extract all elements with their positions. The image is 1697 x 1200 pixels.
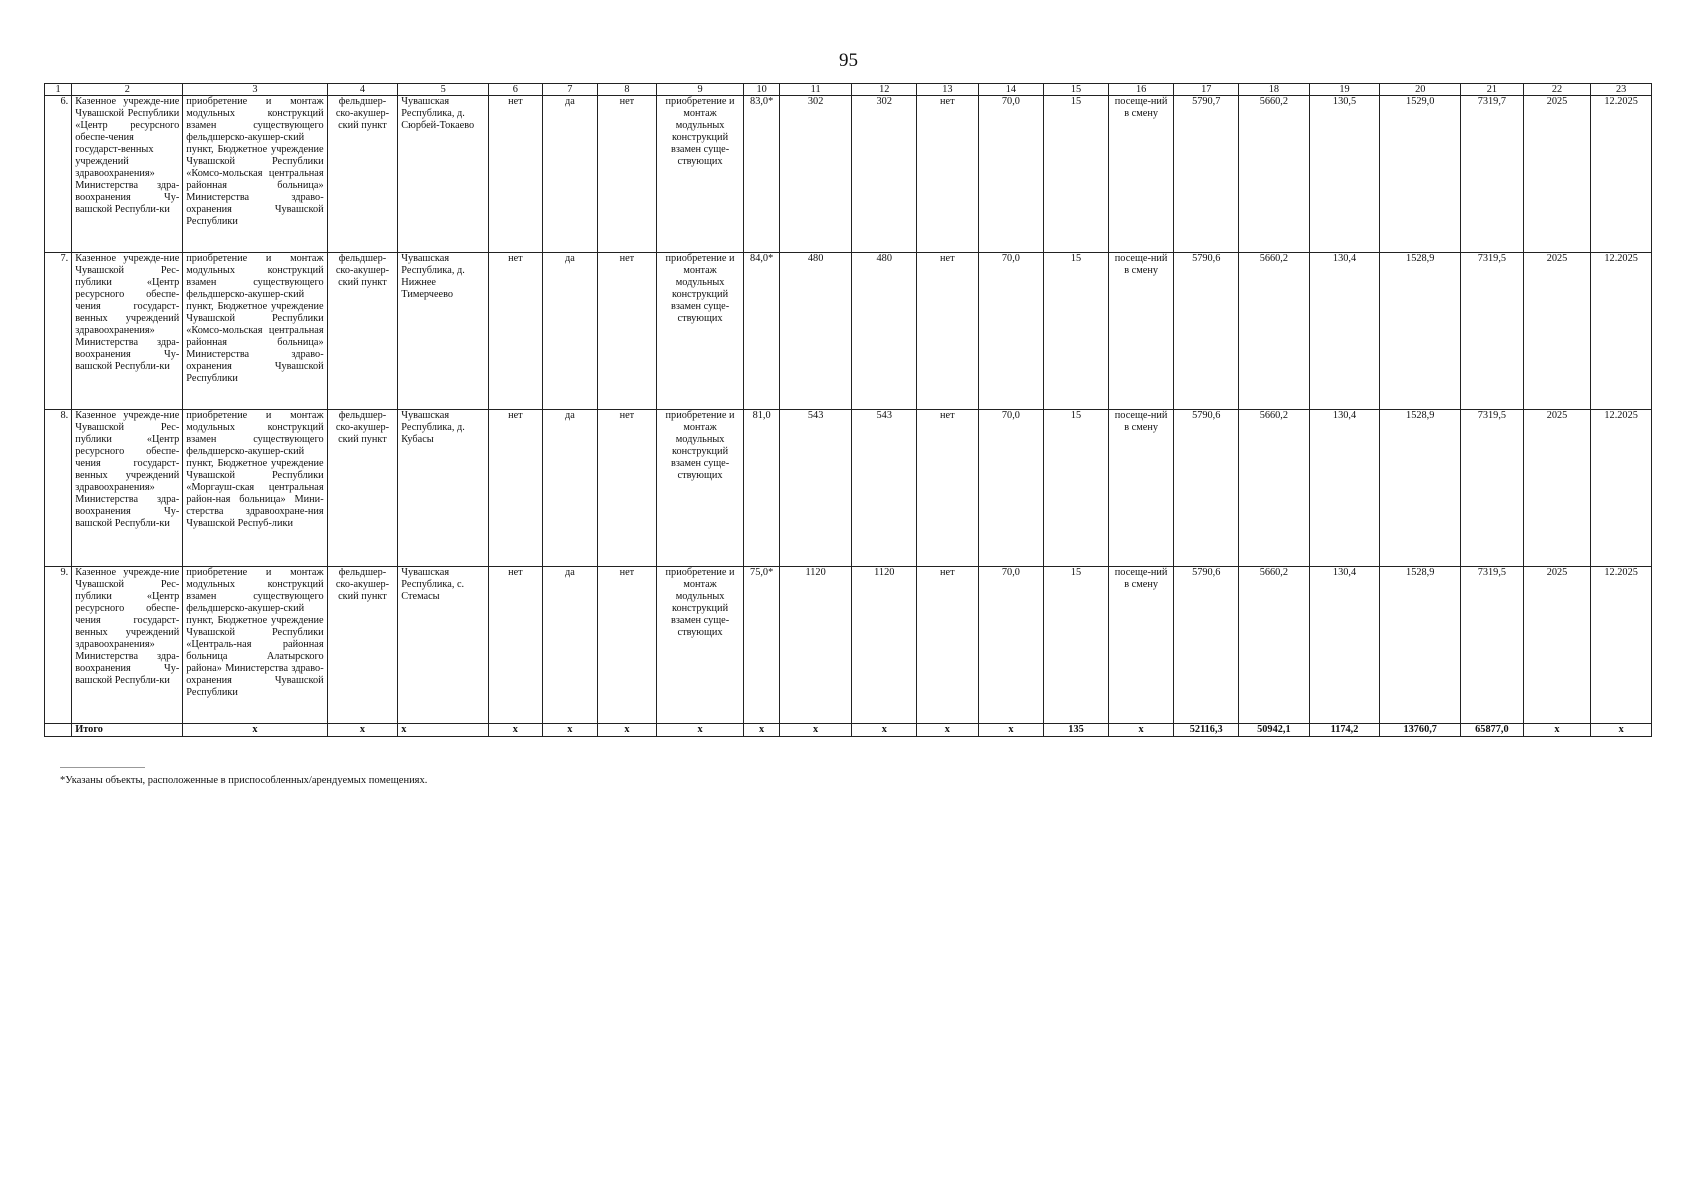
description-cell: приобретение и монтаж модульных конструкций взамен существующего фельдшерско-акушер-ский пункт, Бюджетное учреждение Чувашской Республики «Комсо-мольская центральная районная больница» Министерства здраво-охранения Чувашской Республики xyxy=(183,96,327,253)
column-number: 4 xyxy=(327,84,398,96)
cell-col-18: 5660,2 xyxy=(1239,253,1310,410)
cell-col-19: 130,4 xyxy=(1309,253,1380,410)
column-number: 2 xyxy=(72,84,183,96)
page-number: 95 xyxy=(839,50,858,71)
table-row xyxy=(45,567,1652,724)
capacity-cell: 15 xyxy=(1044,410,1109,567)
area-cell: 84,0* xyxy=(744,253,779,410)
cell-col-20: 1529,0 xyxy=(1380,96,1461,253)
cell-col-8: нет xyxy=(598,410,657,567)
total-col-20: 13760,7 xyxy=(1380,724,1461,737)
date-cell: 12.2025 xyxy=(1591,253,1652,410)
total-cell: x xyxy=(598,724,657,737)
table-row xyxy=(45,96,1652,253)
column-number: 14 xyxy=(978,84,1044,96)
object-type-cell: фельдшер-ско-акушер-ский пункт xyxy=(327,96,398,253)
column-number: 20 xyxy=(1380,84,1461,96)
column-number: 16 xyxy=(1108,84,1174,96)
column-number: 5 xyxy=(398,84,489,96)
column-number: 13 xyxy=(917,84,979,96)
column-number: 19 xyxy=(1309,84,1380,96)
column-number: 18 xyxy=(1239,84,1310,96)
column-number: 15 xyxy=(1044,84,1109,96)
cell-col-11: 1120 xyxy=(779,567,852,724)
capacity-cell: 15 xyxy=(1044,567,1109,724)
cell-col-13: нет xyxy=(917,96,979,253)
cell-col-19: 130,4 xyxy=(1309,567,1380,724)
cell-col-20: 1528,9 xyxy=(1380,410,1461,567)
work-type-cell: приобретение и монтаж модульных конструкций взамен суще-ствующих xyxy=(656,253,744,410)
total-capacity: 135 xyxy=(1044,724,1109,737)
work-type-cell: приобретение и монтаж модульных конструкций взамен суще-ствующих xyxy=(656,96,744,253)
cell-col-7: да xyxy=(542,96,598,253)
total-label: Итого xyxy=(72,724,183,737)
cell-col-6: нет xyxy=(489,567,542,724)
column-number: 12 xyxy=(852,84,917,96)
description-cell: приобретение и монтаж модульных конструкций взамен существующего фельдшерско-акушер-ский пункт, Бюджетное учреждение Чувашской Республики «Моргауш-ская центральная район-ная больница» Мини-стерства здравоохране-ния Чувашской Респуб-лики xyxy=(183,410,327,567)
footnote-separator xyxy=(60,767,145,768)
cell-col-6: нет xyxy=(489,253,542,410)
cell-col-11: 543 xyxy=(779,410,852,567)
cell-col-12: 302 xyxy=(852,96,917,253)
year-cell: 2025 xyxy=(1523,567,1591,724)
cell-col-21: 7319,7 xyxy=(1461,96,1524,253)
year-cell: 2025 xyxy=(1523,410,1591,567)
column-number: 22 xyxy=(1523,84,1591,96)
cell-col-17: 5790,6 xyxy=(1174,567,1239,724)
cell-col-12: 543 xyxy=(852,410,917,567)
cell-col-13: нет xyxy=(917,567,979,724)
address-cell: Чувашская Республика, д. Кубасы xyxy=(398,410,489,567)
cell-col-13: нет xyxy=(917,410,979,567)
row-number: 6. xyxy=(45,96,72,253)
cell-col-17: 5790,6 xyxy=(1174,253,1239,410)
work-type-cell: приобретение и монтаж модульных конструкций взамен суще-ствующих xyxy=(656,410,744,567)
column-number: 3 xyxy=(183,84,327,96)
total-cell: x xyxy=(489,724,542,737)
total-col-21: 65877,0 xyxy=(1461,724,1524,737)
total-cell: x xyxy=(183,724,327,737)
column-number: 7 xyxy=(542,84,598,96)
date-cell: 12.2025 xyxy=(1591,96,1652,253)
cell-col-21: 7319,5 xyxy=(1461,567,1524,724)
total-cell: x xyxy=(744,724,779,737)
capacity-unit-cell: посеще-ний в смену xyxy=(1108,253,1174,410)
cell-col-6: нет xyxy=(489,96,542,253)
area-cell: 81,0 xyxy=(744,410,779,567)
row-number: 7. xyxy=(45,253,72,410)
capacity-unit-cell: посеще-ний в смену xyxy=(1108,96,1174,253)
cell-col-21: 7319,5 xyxy=(1461,253,1524,410)
cell-col-14: 70,0 xyxy=(978,253,1044,410)
total-cell: x xyxy=(779,724,852,737)
cell-col-14: 70,0 xyxy=(978,567,1044,724)
cell-col-8: нет xyxy=(598,567,657,724)
cell-col-14: 70,0 xyxy=(978,96,1044,253)
column-number: 23 xyxy=(1591,84,1652,96)
area-cell: 83,0* xyxy=(744,96,779,253)
column-number: 21 xyxy=(1461,84,1524,96)
cell-col-18: 5660,2 xyxy=(1239,96,1310,253)
cell-col-6: нет xyxy=(489,410,542,567)
total-cell: x xyxy=(656,724,744,737)
cell-col-11: 480 xyxy=(779,253,852,410)
total-cell: x xyxy=(327,724,398,737)
column-number: 1 xyxy=(45,84,72,96)
cell-col-18: 5660,2 xyxy=(1239,567,1310,724)
description-cell: приобретение и монтаж модульных конструкций взамен существующего фельдшерско-акушер-ский пункт, Бюджетное учреждение Чувашской Республики «Комсо-мольская центральная районная больница» Министерства здраво-охранения Чувашской Республики xyxy=(183,253,327,410)
capacity-cell: 15 xyxy=(1044,96,1109,253)
cell-col-20: 1528,9 xyxy=(1380,567,1461,724)
column-number: 6 xyxy=(489,84,542,96)
table-row xyxy=(45,410,1652,567)
total-cell: x xyxy=(978,724,1044,737)
total-cell: x xyxy=(398,724,489,737)
cell-col-7: да xyxy=(542,410,598,567)
date-cell: 12.2025 xyxy=(1591,567,1652,724)
total-col-18: 50942,1 xyxy=(1239,724,1310,737)
date-cell: 12.2025 xyxy=(1591,410,1652,567)
total-cell: x xyxy=(542,724,598,737)
row-number: 8. xyxy=(45,410,72,567)
column-number: 17 xyxy=(1174,84,1239,96)
capacity-unit-cell: посеще-ний в смену xyxy=(1108,567,1174,724)
cell-col-19: 130,4 xyxy=(1309,410,1380,567)
description-cell: приобретение и монтаж модульных конструкций взамен существующего фельдшерско-акушер-ский пункт, Бюджетное учреждение Чувашской Республики «Централь-ная районная больница Алатырского района» Министерства здраво-охранения Чувашской Республики xyxy=(183,567,327,724)
cell-col-7: да xyxy=(542,253,598,410)
capacity-cell: 15 xyxy=(1044,253,1109,410)
total-cell: x xyxy=(852,724,917,737)
cell-col-12: 1120 xyxy=(852,567,917,724)
cell-col-17: 5790,6 xyxy=(1174,410,1239,567)
cell-col-8: нет xyxy=(598,253,657,410)
year-cell: 2025 xyxy=(1523,96,1591,253)
organization-cell: Казенное учрежде-ние Чувашской Республики «Центр ресурсного обеспе-чения государст-венных учреждений здравоохранения» Министерства здра-воохранения Чу-вашской Республи-ки xyxy=(72,96,183,253)
cell-col-21: 7319,5 xyxy=(1461,410,1524,567)
total-cell: x xyxy=(917,724,979,737)
cell-col-19: 130,5 xyxy=(1309,96,1380,253)
organization-cell: Казенное учрежде-ние Чувашской Рес-публики «Центр ресурсного обеспе-чения государст-венных учреждений здравоохранения» Министерства здра-воохранения Чу-вашской Республи-ки xyxy=(72,567,183,724)
capacity-unit-cell: посеще-ний в смену xyxy=(1108,410,1174,567)
object-type-cell: фельдшер-ско-акушер-ский пункт xyxy=(327,253,398,410)
total-col-19: 1174,2 xyxy=(1309,724,1380,737)
object-type-cell: фельдшер-ско-акушер-ский пункт xyxy=(327,567,398,724)
cell-col-7: да xyxy=(542,567,598,724)
total-cell: x xyxy=(1523,724,1591,737)
year-cell: 2025 xyxy=(1523,253,1591,410)
cell-col-17: 5790,7 xyxy=(1174,96,1239,253)
cell-col-20: 1528,9 xyxy=(1380,253,1461,410)
cell-col-12: 480 xyxy=(852,253,917,410)
organization-cell: Казенное учрежде-ние Чувашской Рес-публики «Центр ресурсного обеспе-чения государст-венных учреждений здравоохранения» Министерства здра-воохранения Чу-вашской Республи-ки xyxy=(72,410,183,567)
column-number-row xyxy=(45,84,1652,96)
cell-col-8: нет xyxy=(598,96,657,253)
column-number: 11 xyxy=(779,84,852,96)
column-number: 8 xyxy=(598,84,657,96)
row-number: 9. xyxy=(45,567,72,724)
footnote: *Указаны объекты, расположенные в приспособленных/арендуемых помещениях. xyxy=(60,775,428,786)
total-row xyxy=(45,724,1652,737)
cell-col-11: 302 xyxy=(779,96,852,253)
area-cell: 75,0* xyxy=(744,567,779,724)
objects-table xyxy=(44,83,1652,737)
table-row xyxy=(45,253,1652,410)
object-type-cell: фельдшер-ско-акушер-ский пункт xyxy=(327,410,398,567)
column-number: 9 xyxy=(656,84,744,96)
cell-col-13: нет xyxy=(917,253,979,410)
total-blank-cell xyxy=(45,724,72,737)
total-cell: x xyxy=(1591,724,1652,737)
address-cell: Чувашская Республика, д. Нижнее Тимерчеево xyxy=(398,253,489,410)
cell-col-14: 70,0 xyxy=(978,410,1044,567)
cell-col-18: 5660,2 xyxy=(1239,410,1310,567)
organization-cell: Казенное учрежде-ние Чувашской Рес-публики «Центр ресурсного обеспе-чения государст-венных учреждений здравоохранения» Министерства здра-воохранения Чу-вашской Республи-ки xyxy=(72,253,183,410)
total-cell: x xyxy=(1108,724,1174,737)
column-number: 10 xyxy=(744,84,779,96)
total-col-17: 52116,3 xyxy=(1174,724,1239,737)
address-cell: Чувашская Республика, д. Сюрбей-Токаево xyxy=(398,96,489,253)
work-type-cell: приобретение и монтаж модульных конструкций взамен суще-ствующих xyxy=(656,567,744,724)
address-cell: Чувашская Республика, с. Стемасы xyxy=(398,567,489,724)
